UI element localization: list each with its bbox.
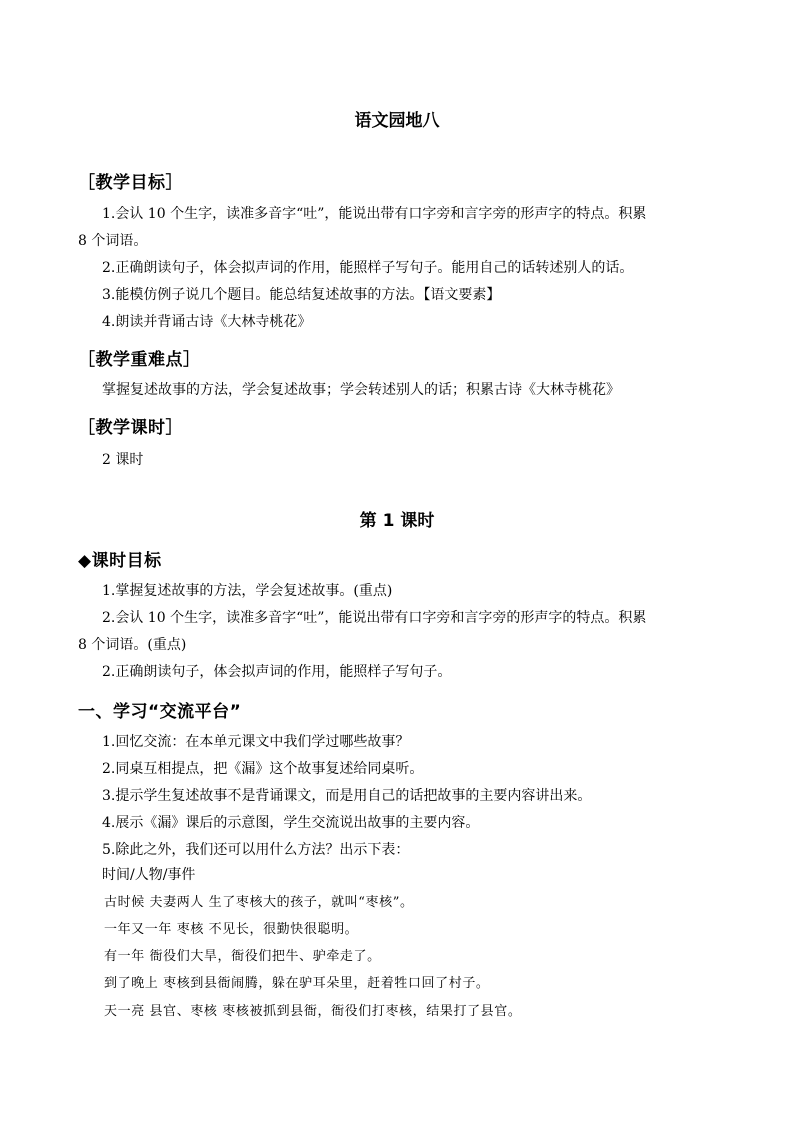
lesson1-goal: 2.正确朗读句子，体会拟声词的作用，能照样子写句子。: [102, 664, 452, 680]
part1-item: 4.展示《漏》课后的示意图，学生交流说出故事的主要内容。: [102, 815, 480, 831]
goals-item: 4.朗读并背诵古诗《大林寺桃花》: [102, 314, 312, 330]
goals-item: 3.能模仿例子说几个题目。能总结复述故事的方法。【语文要素】: [102, 287, 501, 303]
goals-item: 1.会认 10 个生字，读准多音字“吐”，能说出带有口字旁和言字旁的形声字的特点。积累: [102, 206, 647, 222]
key-points-heading: ［教学重难点］: [78, 350, 201, 370]
lesson1-goal: 2.会认 10 个生字，读准多音字“吐”，能说出带有口字旁和言字旁的形声字的特点。积累: [102, 610, 647, 626]
lesson1-goals-heading: ◆课时目标: [78, 551, 162, 571]
goals-heading: ［教学目标］: [78, 173, 183, 193]
table-row: 到了晚上 枣核到县衙闹腾，躲在驴耳朵里，赶着牲口回了村子。: [104, 976, 490, 991]
part1-item: 2.同桌互相提点，把《漏》这个故事复述给同桌听。: [102, 761, 424, 777]
table-row: 天一亮 县官、枣核 枣核被抓到县衙，衙役们打枣核，结果打了县官。: [104, 1004, 522, 1019]
hours-heading: ［教学课时］: [78, 418, 183, 438]
table-row: 古时候 夫妻两人 生了枣核大的孩子，就叫“枣核”。: [104, 895, 414, 910]
part1-item: 1.回忆交流：在本单元课文中我们学过哪些故事？: [102, 734, 410, 750]
lesson1-title: 第 1 课时: [359, 511, 435, 531]
goals-item: 2.正确朗读句子，体会拟声词的作用，能照样子写句子。能用自己的话转述别人的话。: [102, 260, 634, 276]
lesson1-goal: 1.掌握复述故事的方法，学会复述故事。(重点): [102, 583, 393, 599]
key-points-text: 掌握复述故事的方法，学会复述故事；学会转述别人的话；积累古诗《大林寺桃花》: [102, 382, 620, 398]
page-title: 语文园地八: [354, 111, 440, 131]
table-header: 时间/人物/事件: [102, 867, 196, 883]
part1-item: 5.除此之外，我们还可以用什么方法？出示下表：: [102, 842, 410, 858]
table-row: 有一年 衙役们大旱，衙役们把牛、驴牵走了。: [104, 949, 381, 964]
hours-text: 2 课时: [102, 452, 144, 468]
part1-item: 3.提示学生复述故事不是背诵课文，而是用自己的话把故事的主要内容讲出来。: [102, 788, 592, 804]
table-row: 一年又一年 枣核 不见长，很勤快很聪明。: [104, 922, 359, 937]
part1-heading: 一、学习“交流平台”: [78, 702, 242, 722]
lesson1-goal: 8 个词语。(重点): [78, 637, 187, 653]
goals-item: 8 个词语。: [78, 233, 148, 249]
